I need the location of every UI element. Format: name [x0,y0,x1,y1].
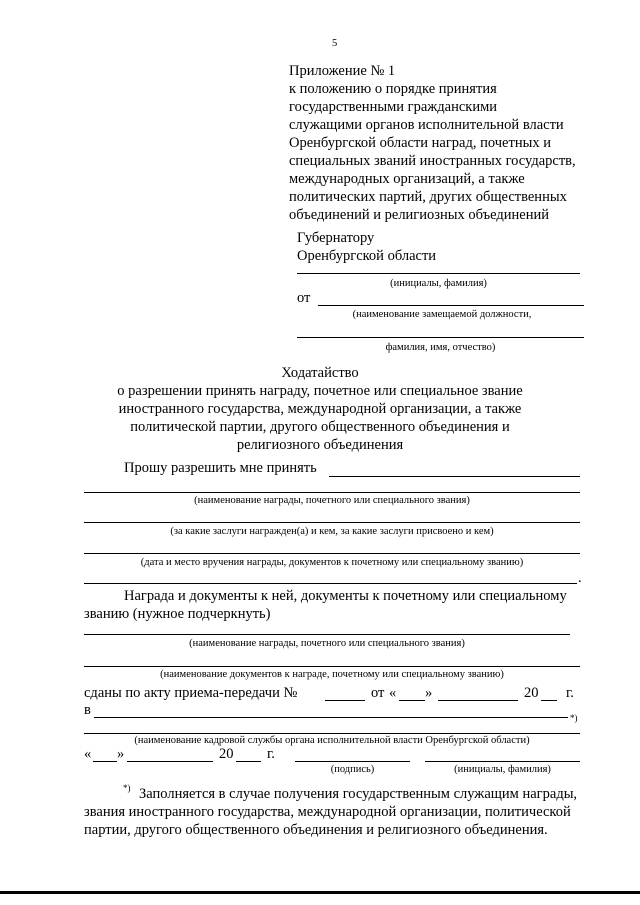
petition-subtitle-line: о разрешении принять награду, почетное или специальное звание [117,383,523,399]
to-label: в [84,702,91,718]
quote-open: « [389,685,397,701]
petition-title: Ходатайство [281,365,359,381]
footnote-line: партии, другого общественного объединения и религиозного объединения. [84,822,548,838]
appendix-line: специальных званий иностранных государств, [289,153,576,169]
appendix-line: к положению о порядке принятия [289,81,497,97]
appendix-title: Приложение № 1 [289,63,396,79]
initials-field[interactable] [297,273,580,274]
sig-year-suffix: г. [267,746,275,762]
addressee-line: Губернатору [297,230,375,246]
hint-merit: (за какие заслуги награжден(а) и кем, за какие заслуги присвоено и кем) [170,526,494,537]
dot: . [578,570,582,586]
sig-day-field[interactable] [93,761,117,762]
merit-field[interactable] [84,522,580,523]
petition-subtitle-line: политической партии, другого общественного объединения и [130,419,510,435]
hint-award-name: (наименование награды, почетного или специального звания) [194,495,470,506]
award-name-field[interactable] [84,492,580,493]
sig-initials-field[interactable] [425,761,580,762]
sig-year-field[interactable] [236,761,261,762]
extra-field[interactable] [84,583,577,584]
sig-month-field[interactable] [127,761,213,762]
hint-award-name-2: (наименование награды, почетного или специального звания) [189,638,465,649]
hr-service-field[interactable] [94,717,568,718]
hint-initials-2: (инициалы, фамилия) [454,764,551,775]
hint-signature: (подпись) [330,764,375,775]
appendix-line: государственными гражданскими [289,99,498,115]
year-suffix: г. [566,685,574,701]
hint-date-place: (дата и место вручения награды, документов к почетному или специальному званию) [140,557,524,568]
appendix-line: объединений и религиозных объединений [289,207,549,223]
act-number-field[interactable] [325,700,365,701]
from-field[interactable] [318,305,584,306]
fio-field[interactable] [297,337,584,338]
paragraph-line: званию (нужное подчеркнуть) [84,606,271,622]
quote-close: » [425,685,433,701]
hint-documents: (наименование документов к награде, почетному или специальному званию) [160,669,504,680]
page-bottom-edge [0,891,640,894]
page-number: 5 [332,38,338,49]
signature-field[interactable] [295,761,410,762]
footnote-ref: *) [570,713,578,723]
footnote-line: звания иностранного государства, международной организации, политической [84,804,571,820]
act-year-field[interactable] [541,700,557,701]
documents-field[interactable] [84,666,580,667]
act-day-field[interactable] [399,700,425,701]
hr-service-field-2[interactable] [84,733,580,734]
appendix-line: международных организаций, а также [289,171,525,187]
hint-hr: (наименование кадровой службы органа исполнительной власти Оренбургской области) [134,735,530,746]
hint-position: (наименование замещаемой должности, [352,309,532,320]
award-accept-field[interactable] [329,476,580,477]
handed-over-text: сданы по акту приема-передачи № [84,685,298,701]
petition-subtitle-line: религиозного объединения [236,437,404,453]
sig-year-prefix: 20 [219,746,234,762]
paragraph-line: Награда и документы к ней, документы к почетному или специальному [124,588,567,604]
footnote-mark: *) [123,783,131,793]
footnote-line: Заполняется в случае получения государственным служащим награды, [139,786,578,802]
sig-quote-open: « [84,746,92,762]
act-month-field[interactable] [438,700,518,701]
hint-fio: фамилия, имя, отчество) [385,342,496,353]
appendix-line: Оренбургской области наград, почетных и [289,135,551,151]
award-name-field-2[interactable] [84,634,570,635]
from-text: от [371,685,385,701]
request-text: Прошу разрешить мне принять [124,460,317,476]
addressee-line: Оренбургской области [297,248,437,264]
sig-quote-close: » [117,746,125,762]
year-prefix: 20 [524,685,539,701]
date-place-field[interactable] [84,553,580,554]
hint-initials: (инициалы, фамилия) [390,278,487,289]
from-label: от [297,290,311,306]
appendix-line: политических партий, других общественных [289,189,567,205]
petition-subtitle-line: иностранного государства, международной организации, а также [118,401,522,417]
appendix-line: служащими органов исполнительной власти [289,117,564,133]
